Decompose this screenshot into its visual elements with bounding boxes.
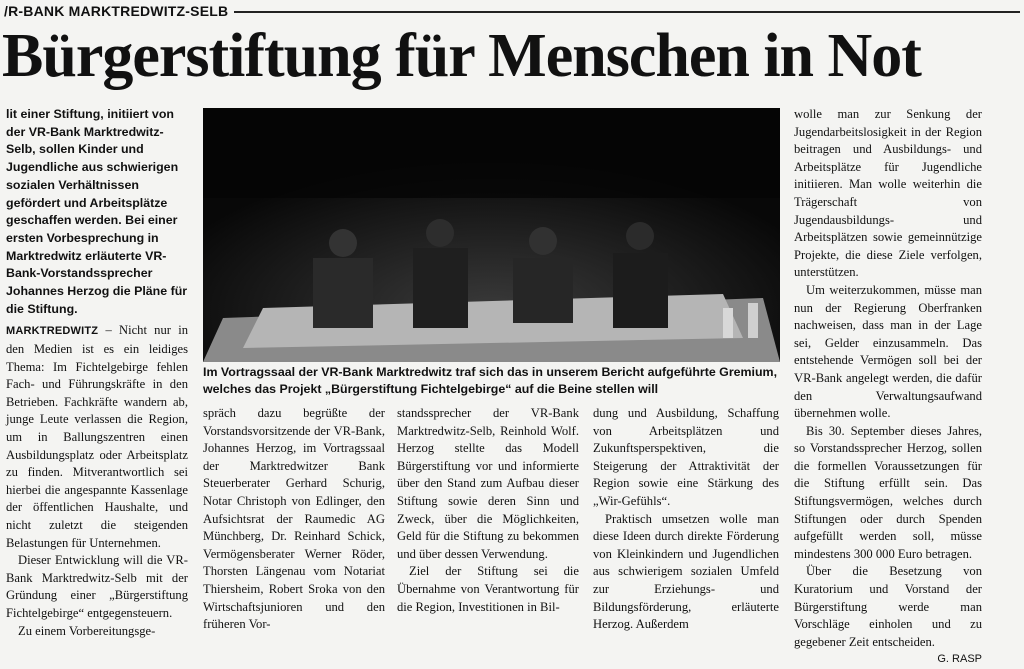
kicker-rule bbox=[234, 11, 1020, 13]
article-column-4 bbox=[593, 405, 779, 634]
photo-caption: Im Vortragssaal der VR-Bank Marktredwitz traf sich das in unserem Bericht aufgeführte Gremium, welches das Projekt „Bürgerstiftung Fichtelgebirge“ auf die Beine stellen will bbox=[203, 365, 778, 396]
body-paragraph-col5-1: wolle man zur Senkung der Jugendarbeitslosigkeit in der Region beitragen und Ausbildungs- und Arbeitsplätze für Jugendliche initiieren. Man wolle weiterhin die Trägerschaft von Jugendausbildungs- und Arbeitsplätzen sowie gemeinnützige Projekte, die diese Ziele verfolgen, unterstützen. bbox=[794, 107, 982, 280]
body-paragraph-col3-2: Ziel der Stiftung sei die Übernahme von Verantwortung für die Region, Investitionen in Bil- bbox=[397, 564, 579, 614]
kicker-bar bbox=[4, 0, 1020, 22]
body-paragraph-col5-4: Über die Besetzung von Kuratorium und Vorstand der Bürgerstiftung werde man Vorschläge einholen und zu gegebener Zeit entscheiden. bbox=[794, 564, 982, 649]
article-photo bbox=[203, 108, 780, 362]
body-paragraph-col4-2: Praktisch umsetzen wolle man diese Ideen durch direkte Förderung von Kleinkindern und Jugendlichen aus schwierigem sozialen Umfeld zur Erziehungs- und Bildungsförderung, erläuterte Herzog. Außerdem bbox=[593, 511, 779, 632]
headline: Bürgerstiftung für Menschen in Not bbox=[2, 22, 921, 90]
photo-meeting-image bbox=[203, 108, 780, 362]
author-signature: G. RASP bbox=[937, 653, 982, 666]
body-paragraph-3: Zu einem Vorbereitungsge- bbox=[18, 623, 156, 638]
dateline: MARKTREDWITZ bbox=[6, 325, 99, 338]
body-paragraph-col2: spräch dazu begrüßte der Vorstandsvorsitzende der VR-Bank, Johannes Herzog, im Vortragssaal der Marktredwitzer Bank Steuerberater Gerhard Schurig, Notar Christoph von Edlinger, den Aufsichtsrat der Raumedic AG Münchberg, Dr. Reinhard Schick, Vermögensberater Werner Röder, Thorsten Längenau vom Notariat Thiersheim, Robert Sroka von den Wirtschaftsjunioren und den früheren Vor- bbox=[203, 406, 385, 632]
article-column-3 bbox=[397, 405, 579, 616]
body-paragraph-col5-2: Um weiterzukommen, müsse man nun der Regierung Oberfranken nachweisen, dass man in der Lage sei, Gelder einzusammeln. Das entstehende Vermögen soll bei der VR-Bank angelegt werden, die dafür den Verwaltungsaufwand übernehmen wolle. bbox=[794, 282, 982, 421]
article-column-1 bbox=[6, 106, 188, 640]
body-paragraph-col3-1: standssprecher der VR-Bank Marktredwitz-Selb, Reinhold Wolf. Herzog stellte das Modell Bürgerstiftung vor und informierte über den Stand zum Aufbau dieser Stiftung sowie deren Sinn und Zweck, über die Möglichkeiten, Geld für die Stiftung zu bekommen und über dessen Verwendung. bbox=[397, 406, 579, 561]
body-paragraph-col5-3: Bis 30. September dieses Jahres, so Vorstandssprecher Herzog, sollen die formellen Voraussetzungen für die Stiftung erfüllt sein. Das Stiftungsvermögen, welches durch Stiftungen oder durch Spenden aufgefüllt werden soll, müsse mindestens 300 000 Euro betragen. bbox=[794, 423, 982, 561]
article-column-2 bbox=[203, 405, 385, 634]
kicker-label: /R-BANK MARKTREDWITZ-SELB bbox=[4, 3, 229, 19]
body-paragraph-2: Dieser Entwicklung will die VR-Bank Marktredwitz-Selb mit der Gründung einer „Bürgerstiftung Fichtelgebirge“ entgegensteuern. bbox=[6, 553, 188, 620]
lead-paragraph: lit einer Stiftung, initiiert von der VR-Bank Marktredwitz-Selb, sollen Kinder und Jugendliche aus schwierigen sozialen Verhältnissen gefördert und Arbeitsplätze geschaffen werden. Bei einer ersten Vorbesprechung in Marktredwitz erläuterte VR-Bank-Vorstandssprecher Johannes Herzog die Pläne für die Stiftung. bbox=[6, 107, 188, 316]
body-paragraph-col4-1: dung und Ausbildung, Schaffung von Arbeitsplätzen und Zukunftsperspektiven, die Steigerung der Attraktivität der Region sowie eine Stärkung des „Wir-Gefühls“. bbox=[593, 406, 779, 508]
article-column-5 bbox=[794, 106, 982, 669]
body-paragraph-1: MARKTREDWITZ – Nicht nur in den Medien ist es ein leidiges Thema: Im Fichtelgebirge fehlen Fach- und Führungskräfte in den Betrieben. Fachkräfte wandern ab, junge Leute verlassen die Region, um in Ballungszentren einen Ausbildungsplatz oder Arbeitsplatz zu finden. Mitverantwortlich sei hierbei die angespannte Kassenlage der öffentlichen Haushalte, und nicht zuletzt die steigenden Belastungen für Unternehmen. bbox=[6, 323, 188, 550]
